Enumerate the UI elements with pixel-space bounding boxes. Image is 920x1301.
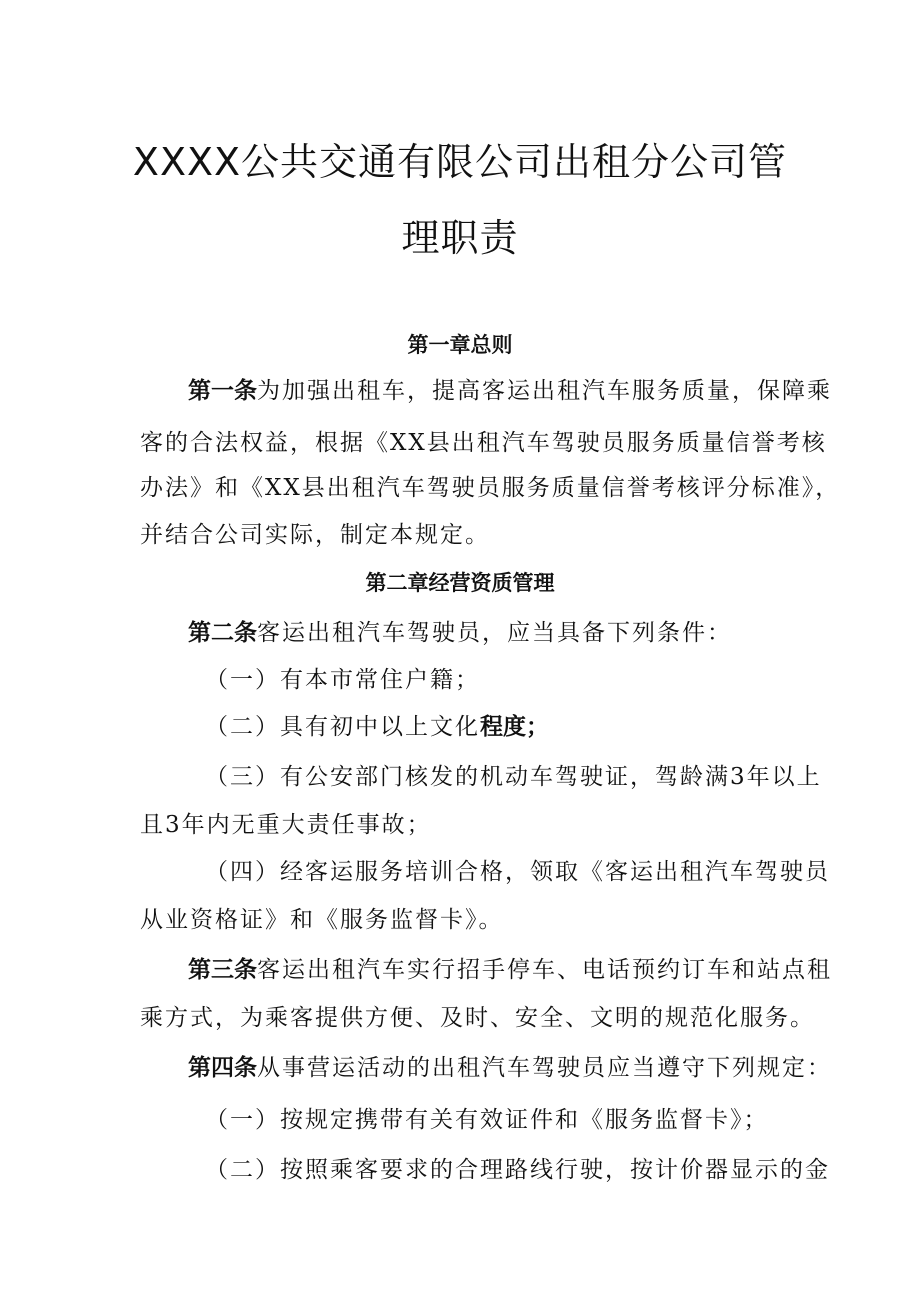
article-4-item-2: （二）按照乘客要求的合理路线行驶，按计价器显示的金 — [205, 1157, 830, 1183]
article-4-label: 第四条 — [188, 1055, 257, 1081]
article-2-item-3-line-2: 且3年内无重大责任事故； — [140, 812, 432, 838]
chapter-2-heading: 第二章经营资质管理 — [365, 571, 555, 595]
article-3-line-2: 乘方式，为乘客提供方便、及时、安全、文明的规范化服务。 — [140, 1005, 815, 1031]
article-2-item-3-line-1: （三）有公安部门核发的机动车驾驶证，驾龄满3年以上 — [205, 764, 822, 790]
article-4-intro: 从事营运活动的出租汽车驾驶员应当遵守下列规定： — [257, 1055, 832, 1081]
article-2-item-2 — [205, 712, 549, 742]
article-2-intro-line — [188, 618, 732, 648]
article-3-text-1: 客运出租汽车实行招手停车、电话预约订车和站点租 — [257, 957, 832, 983]
article-2-item-2-text: （二）具有初中以上文化 — [205, 714, 480, 740]
article-4-intro-line — [188, 1053, 832, 1083]
article-3-line-1 — [188, 955, 832, 985]
article-3-label: 第三条 — [188, 957, 257, 983]
article-1-line-2: 客的合法权益，根据《XX县出租汽车驾驶员服务质量信誉考核 — [140, 430, 827, 456]
article-1-line-1 — [188, 376, 832, 406]
article-4-item-1: （一）按规定携带有关有效证件和《服务监督卡》； — [205, 1107, 769, 1133]
chapter-1-heading: 第一章总则 — [407, 333, 513, 357]
document-title-line-1: XXXX公共交通有限公司出租分公司管 — [132, 140, 788, 184]
article-1-line-4: 并结合公司实际，制定本规定。 — [140, 522, 490, 548]
article-1-label: 第一条 — [188, 378, 257, 404]
article-2-intro: 客运出租汽车驾驶员，应当具备下列条件： — [257, 620, 732, 646]
article-1-text-1: 为加强出租车，提高客运出租汽车服务质量，保障乘 — [257, 378, 832, 404]
article-2-item-4-line-2: 从业资格证》和《服务监督卡》。 — [140, 907, 504, 933]
article-2-label: 第二条 — [188, 620, 257, 646]
article-2-item-2-bold-tail: 程度； — [480, 714, 549, 740]
article-2-item-1: （一）有本市常住户籍； — [205, 667, 480, 693]
article-1-line-3: 办法》和《XX县出租汽车驾驶员服务质量信誉考核评分标准》， — [140, 475, 841, 501]
article-2-item-4-line-1: （四）经客运服务培训合格，领取《客运出租汽车驾驶员 — [205, 859, 830, 885]
document-title-line-2: 理职责 — [401, 216, 519, 260]
